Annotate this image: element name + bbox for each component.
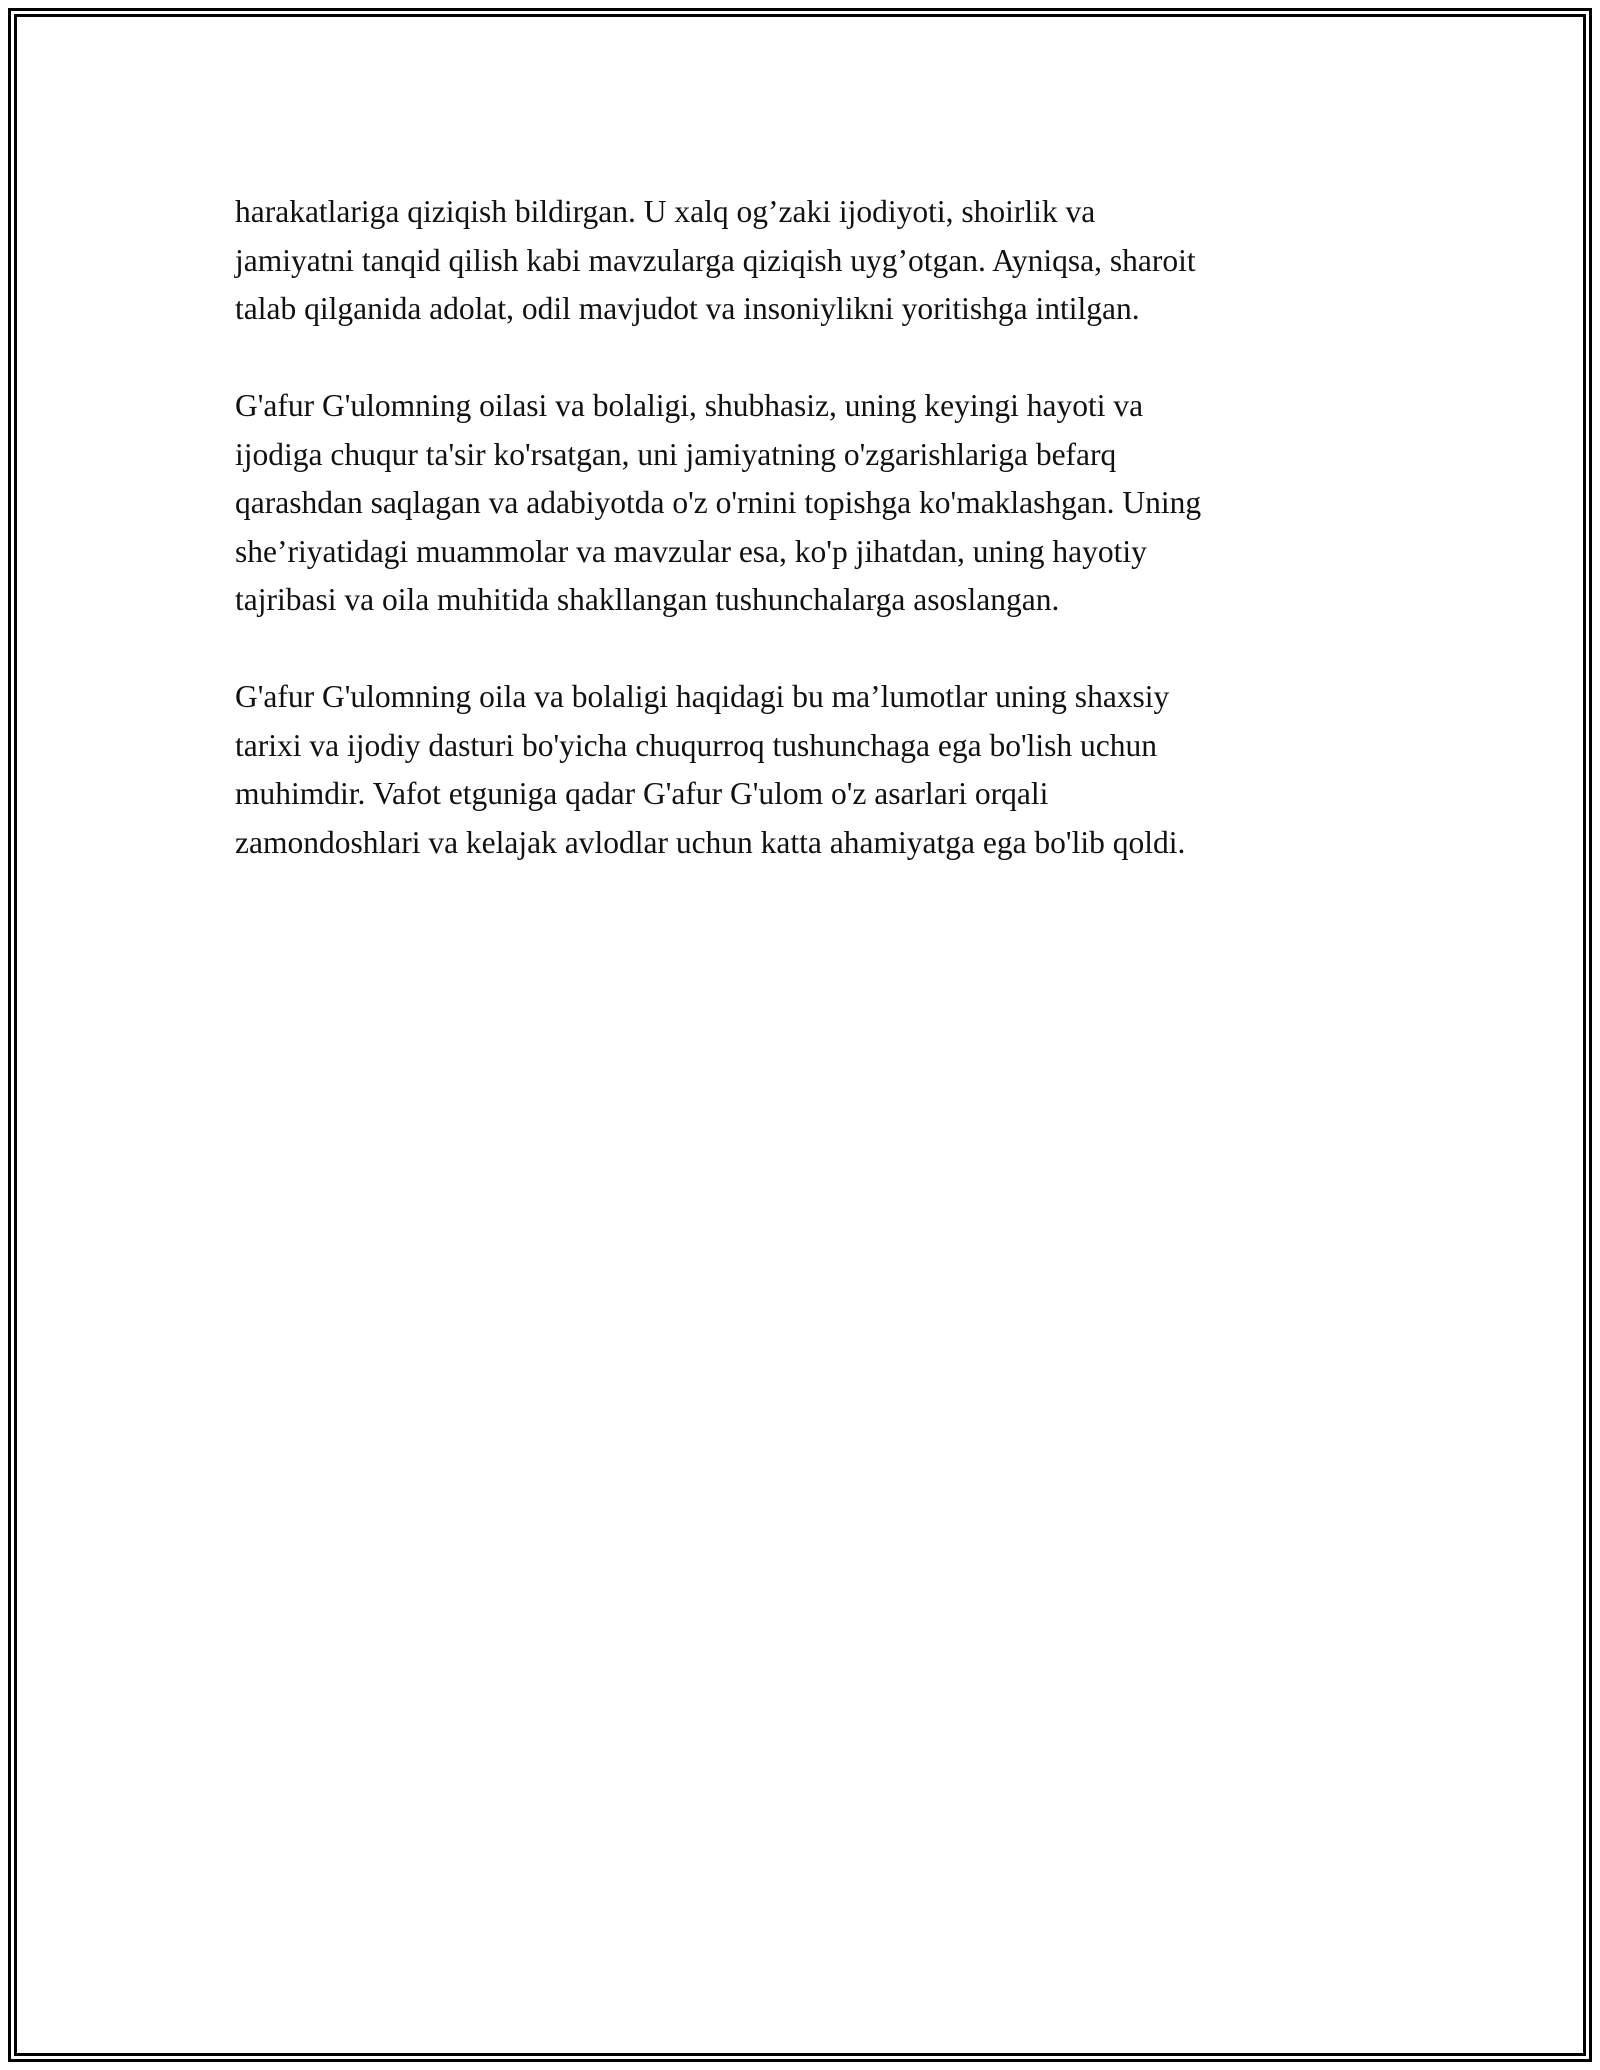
paragraph-1: harakatlariga qiziqish bildirgan. U xalq og’zaki ijodiyoti, shoirlik va jamiyatni tanqid qilish kabi mavzularga qiziqish uyg’otgan. Ayniqsa, sharoit talab qilganida adolat, odil mavjudot va insoniylikni yoritishga intilgan. [235,194,1196,326]
paragraph-3: G'afur G'ulomning oila va bolaligi haqidagi bu ma’lumotlar uning shaxsiy tarixi va ijodiy dasturi bo'yicha chuqurroq tushunchaga ega bo'lish uchun muhimdir. Vafot etguniga qadar G'afur G'ulom o'z asarlari orqali zamondoshlari va kelajak avlodlar uchun katta ahamiyatga ega bo'lib qoldi. [235,679,1186,860]
document-body [235,188,1375,916]
paragraph-2: G'afur G'ulomning oilasi va bolaligi, shubhasiz, uning keyingi hayoti va ijodiga chuqur ta'sir ko'rsatgan, uni jamiyatning o'zgarishlariga befarq qarashdan saqlagan va adabiyotda o'z o'rnini topishga ko'maklashgan. Uning she’riyatidagi muammolar va mavzular esa, ko'p jihatdan, uning hayotiy tajribasi va oila muhitida shakllangan tushunchalarga asoslangan. [235,388,1202,617]
